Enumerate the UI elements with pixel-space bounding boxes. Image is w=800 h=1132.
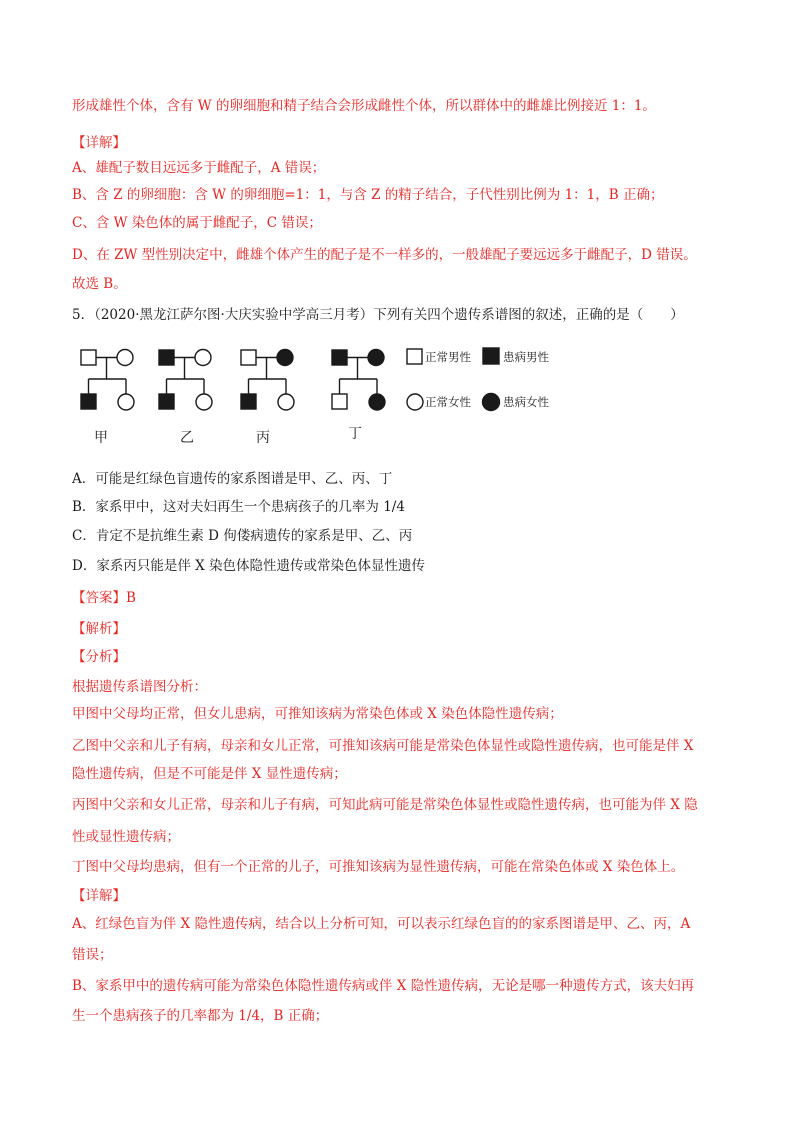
mother-affected-female-symbol xyxy=(277,350,293,366)
choice-line: 故选 B。 xyxy=(72,276,127,292)
son-affected-male-symbol xyxy=(241,394,256,409)
option-d: D．家系丙只能是伴 X 染色体隐性遗传或常染色体显性遗传 xyxy=(72,558,426,574)
daughter-affected-female-symbol xyxy=(369,394,385,410)
pedigree-ding xyxy=(332,350,385,411)
analysis-bing-line2: 性或显性遗传病； xyxy=(72,829,180,845)
option-a: A．可能是红绿色盲遗传的家系图谱是甲、乙、丙、丁 xyxy=(72,471,393,487)
parse-heading: 【解析】 xyxy=(72,621,126,637)
legend-affected-female-label: 患病女性 xyxy=(503,395,549,409)
pedigree-figure xyxy=(78,343,598,449)
analysis-ding: 丁图中父母均患病，但有一个正常的儿子，可推知该病为显性遗传病，可能在常染色体或 X 染色体上。 xyxy=(72,859,685,875)
son-affected-male-symbol xyxy=(159,394,174,409)
answer-line: 【答案】B xyxy=(72,590,136,606)
analysis-intro: 根据遗传系谱图分析： xyxy=(72,679,207,695)
detail-b-line2: 生一个患病孩子的几率都为 1/4，B 正确； xyxy=(72,1008,329,1024)
detail-a-line1: A、红绿色盲为伴 X 隐性遗传病，结合以上分析可知，可以表示红绿色盲的的家系图谱是甲、乙、丙，A xyxy=(72,916,691,932)
detail-item-c: C、含 W 染色体的属于雌配子，C 错误； xyxy=(72,215,322,231)
father-affected-male-symbol xyxy=(332,350,347,365)
son-affected-male-symbol xyxy=(81,394,96,409)
family-label-jia: 甲 xyxy=(94,430,108,446)
analysis-bing-line1: 丙图中父亲和女儿正常，母亲和儿子有病，可知此病可能是常染色体显性或隐性遗传病，也可能为伴 X 隐 xyxy=(72,797,698,813)
question-stem: 5．（2020·黑龙江萨尔图·大庆实验中学高三月考）下列有关四个遗传系谱图的叙述，正确的是（ ） xyxy=(72,307,684,323)
detail-heading-2: 【详解】 xyxy=(72,888,126,904)
legend-normal-female-label: 正常女性 xyxy=(425,395,471,409)
detail-item-a: A、雄配子数目远远多于雌配子，A 错误； xyxy=(72,160,326,176)
family-label-yi: 乙 xyxy=(180,430,194,446)
analysis-jia: 甲图中父母均正常，但女儿患病，可推知该病为常染色体或 X 染色体隐性遗传病； xyxy=(72,706,563,722)
pedigree-yi xyxy=(159,350,212,411)
legend-normal-male-icon xyxy=(407,349,422,364)
father-normal-male-symbol xyxy=(241,350,256,365)
detail-item-b: B、含 Z 的卵细胞：含 W 的卵细胞=1：1，与含 Z 的精子结合，子代性别比例为 1：1，B 正确； xyxy=(72,187,664,203)
family-label-ding: 丁 xyxy=(348,426,362,442)
detail-heading: 【详解】 xyxy=(72,135,126,151)
legend-affected-male-icon xyxy=(483,348,499,364)
mother-affected-female-symbol xyxy=(368,350,384,366)
legend-normal-female-icon xyxy=(407,394,423,410)
analysis-heading: 【分析】 xyxy=(72,649,126,665)
mother-normal-female-symbol xyxy=(195,350,211,366)
father-normal-male-symbol xyxy=(81,350,96,365)
option-c: C．肯定不是抗维生素 D 佝偻病遗传的家系是甲、乙、丙 xyxy=(72,528,413,544)
daughter-normal-female-symbol xyxy=(118,394,134,410)
analysis-yi-line2: 隐性遗传病，但是不可能是伴 X 显性遗传病； xyxy=(72,766,347,782)
mother-normal-female-symbol xyxy=(117,350,133,366)
option-b: B．家系甲中，这对夫妇再生一个患病孩子的几率为 1/4 xyxy=(72,499,405,515)
legend-affected-female-icon xyxy=(483,394,500,411)
daughter-normal-female-symbol xyxy=(196,394,212,410)
father-affected-male-symbol xyxy=(159,350,174,365)
detail-item-d: D、在 ZW 型性别决定中，雌雄个体产生的配子是不一样多的，一般雄配子要远远多于雌配子，D 错误。 xyxy=(72,247,697,263)
detail-b-line1: B、家系甲中的遗传病可能为常染色体隐性遗传病或伴 X 隐性遗传病，无论是哪一种遗传方式，该夫妇再 xyxy=(72,978,695,994)
legend-affected-male-label: 患病男性 xyxy=(503,350,549,364)
son-normal-male-symbol xyxy=(332,394,347,409)
pedigree-bing xyxy=(241,350,294,411)
pedigree-jia xyxy=(81,350,134,411)
analysis-yi-line1: 乙图中父亲和儿子有病，母亲和女儿正常，可推知该病可能是常染色体显性或隐性遗传病，也可能是伴 X xyxy=(72,738,694,754)
detail-a-line2: 错误； xyxy=(72,947,113,963)
family-label-bing: 丙 xyxy=(256,430,270,446)
legend-normal-male-label: 正常男性 xyxy=(425,350,471,364)
daughter-normal-female-symbol xyxy=(278,394,294,410)
explanation-text: 形成雄性个体，含有 W 的卵细胞和精子结合会形成雌性个体，所以群体中的雌雄比例接近 1：1。 xyxy=(72,98,656,114)
